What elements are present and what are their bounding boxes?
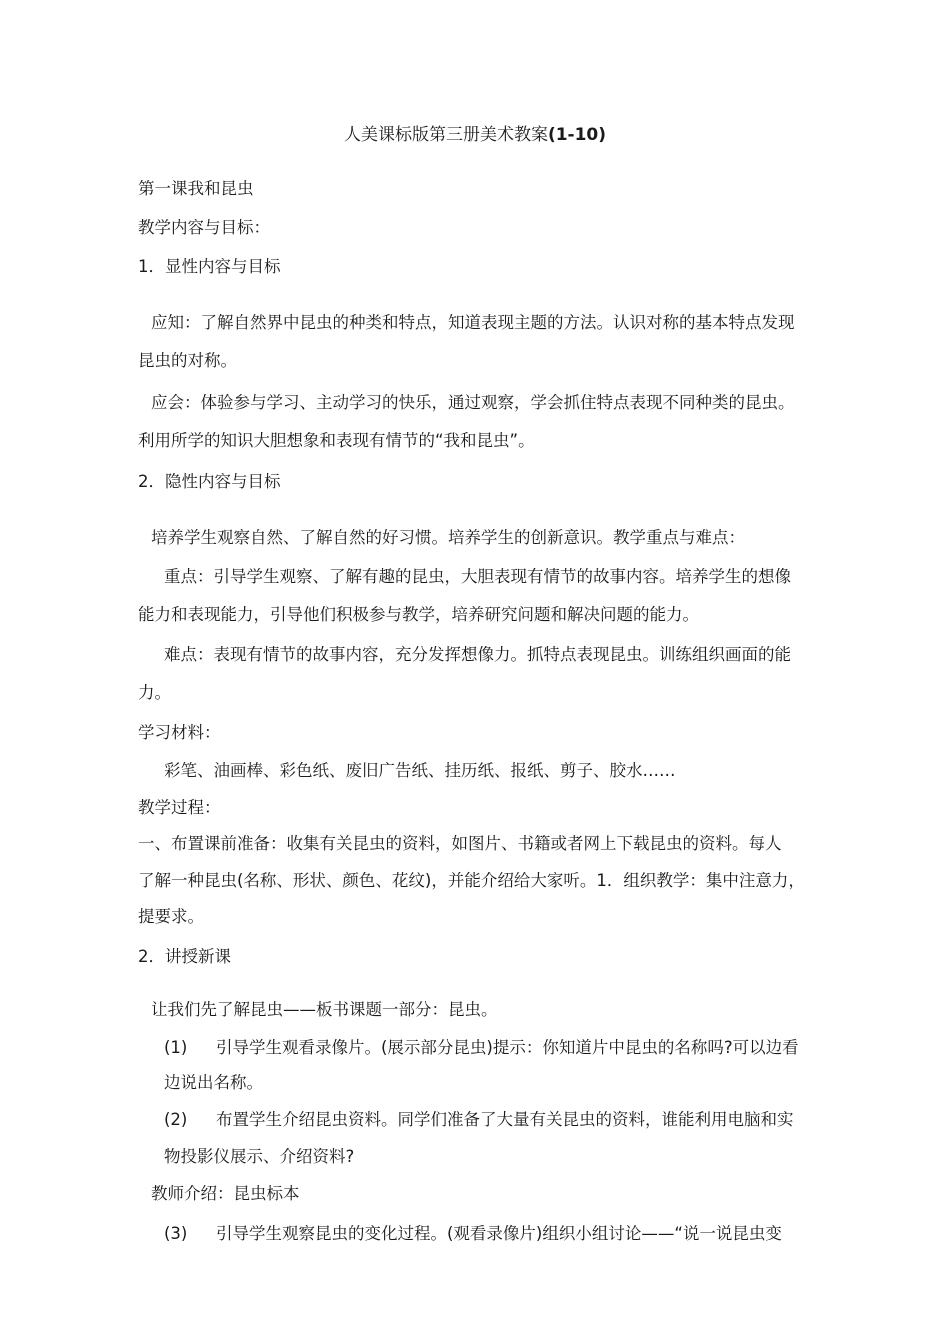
key-point-line-2: 能力和表现能力，引导他们积极参与教学，培养研究问题和解决问题的能力。 [138,605,699,624]
section2-heading: 2．隐性内容与目标 [138,472,281,491]
prep-line-3: 提要求。 [138,907,204,926]
step1-line-1: 引导学生观看录像片。(展示部分昆虫)提示：你知道片中昆虫的名称吗?可以边看 [216,1038,799,1057]
step3-number: (3) [164,1224,188,1243]
step1-number: (1) [164,1038,188,1057]
materials-heading: 学习材料： [138,723,221,742]
prep-line-2: 了解一种昆虫(名称、形状、颜色、花纹)，并能介绍给大家听。1．组织教学：集中注意力， [138,871,805,890]
step2-number: (2) [164,1110,188,1129]
new-lesson-heading: 2．讲授新课 [138,947,231,966]
step2-line-2: 物投影仪展示、介绍资料? [164,1147,355,1166]
cultivate-line: 培养学生观察自然、了解自然的好习惯。培养学生的创新意识。教学重点与难点： [151,528,745,547]
yingzhi-line-2: 昆虫的对称。 [138,351,237,370]
title-suffix: (1-10) [547,125,607,145]
yingzhi-line-1: 应知：了解自然界中昆虫的种类和特点，知道表现主题的方法。认识对称的基本特点发现 [151,313,795,332]
document-title [0,123,950,147]
intro-line: 让我们先了解昆虫——板书课题一部分：昆虫。 [151,1000,498,1019]
section1-heading: 1．显性内容与目标 [138,257,281,276]
difficulty-line-2: 力。 [138,683,171,702]
content-goals-heading: 教学内容与目标： [138,218,270,237]
step2-line-1: 布置学生介绍昆虫资料。同学们准备了大量有关昆虫的资料，谁能利用电脑和实 [216,1110,794,1129]
title-prefix: 人美课标版第三册美术教案 [343,125,548,145]
step1-line-2: 边说出名称。 [164,1073,263,1092]
lesson-title: 第一课我和昆虫 [138,179,254,198]
step3-line-1: 引导学生观察昆虫的变化过程。(观看录像片)组织小组讨论——“说一说昆虫变 [216,1224,782,1243]
difficulty-line-1: 难点：表现有情节的故事内容，充分发挥想像力。抓特点表现昆虫。训练组织画面的能 [164,645,791,664]
yinghui-line-1: 应会：体验参与学习、主动学习的快乐，通过观察，学会抓住特点表现不同种类的昆虫。 [151,393,795,412]
materials-line: 彩笔、油画棒、彩色纸、废旧广告纸、挂历纸、报纸、剪子、胶水…… [164,761,676,780]
teacher-intro: 教师介绍：昆虫标本 [151,1184,300,1203]
process-heading: 教学过程： [138,798,221,817]
key-point-line-1: 重点：引导学生观察、了解有趣的昆虫，大胆表现有情节的故事内容。培养学生的想像 [164,567,791,586]
yinghui-line-2: 利用所学的知识大胆想象和表现有情节的“我和昆虫”。 [138,431,535,450]
prep-line-1: 一、布置课前准备：收集有关昆虫的资料，如图片、书籍或者网上下载昆虫的资料。每人 [138,834,782,853]
